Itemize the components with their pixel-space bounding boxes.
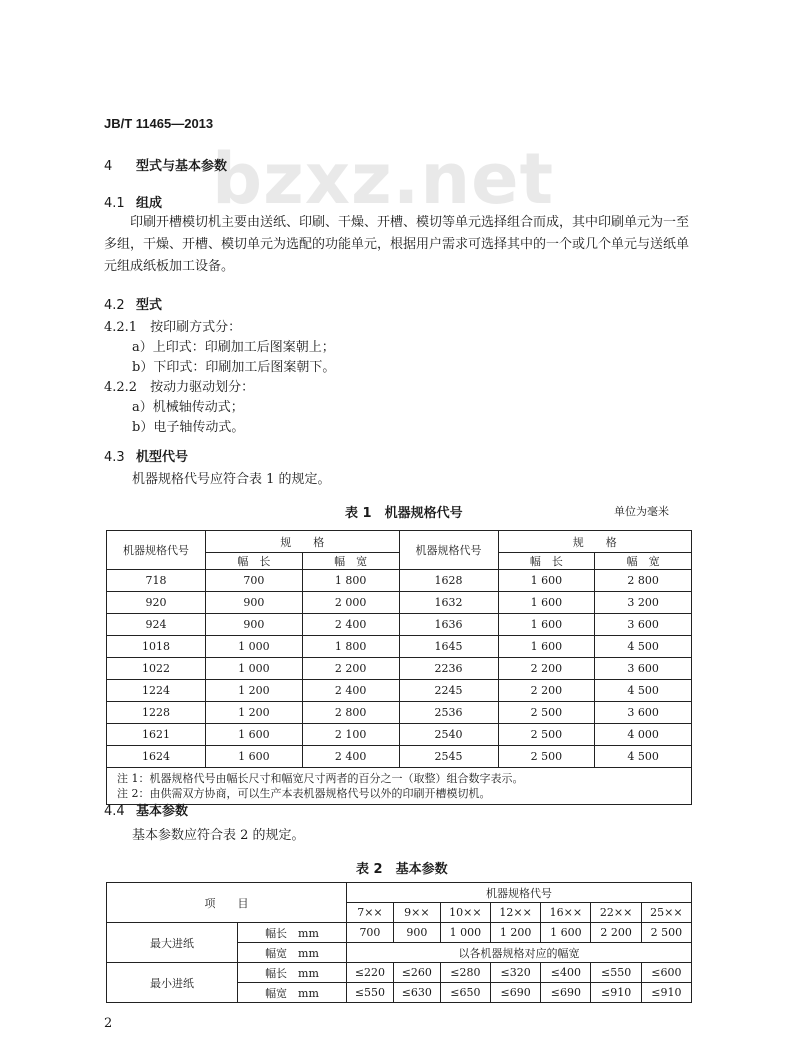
table-cell: ≤550 — [347, 983, 394, 1003]
table-cell: ≤910 — [591, 983, 641, 1003]
code-header-cell: 12×× — [491, 903, 541, 923]
note-2: 注 2：由供需双方协商，可以生产本表机器规格代号以外的印刷开槽模切机。 — [117, 787, 491, 800]
table-row — [107, 746, 692, 768]
length-label: 幅长 mm — [238, 923, 347, 943]
table-cell: 2 400 — [302, 680, 399, 702]
table-cell: 1 200 — [491, 923, 541, 943]
table-cell: ≤600 — [641, 963, 691, 983]
width-label: 幅宽 mm — [238, 983, 347, 1003]
table-cell: 1 800 — [302, 570, 399, 592]
header-code: 机器规格代号 — [399, 531, 498, 570]
composition-paragraph: 印刷开槽模切机主要由送纸、印刷、干燥、开槽、模切等单元选择组合而成，其中印刷单元为一至多组，干燥、开槽、模切单元为选配的功能单元，根据用户需求可选择其中的一个或几个单元与送纸单元组成纸板加工设备。 — [104, 215, 690, 274]
table-cell: 1 600 — [206, 746, 303, 768]
table-cell: 4 000 — [595, 724, 692, 746]
table-row — [107, 702, 692, 724]
table-cell: 2 800 — [302, 702, 399, 724]
table-cell: ≤550 — [591, 963, 641, 983]
table-row — [107, 592, 692, 614]
table-row — [107, 724, 692, 746]
table-cell: 2 000 — [302, 592, 399, 614]
table-cell: 718 — [107, 570, 206, 592]
table-cell: 1621 — [107, 724, 206, 746]
section-number: 4.4 — [104, 804, 125, 819]
table-cell: 2 400 — [302, 614, 399, 636]
section-title: 基本参数 — [136, 804, 189, 819]
table-cell: 2 200 — [498, 658, 595, 680]
table-cell: 2 400 — [302, 746, 399, 768]
clause-4-2-1: 4.2.1 按印刷方式分： — [104, 320, 242, 335]
table-row — [107, 680, 692, 702]
header-width: 幅 宽 — [302, 553, 399, 570]
table-row — [107, 658, 692, 680]
code-header-cell: 16×× — [541, 903, 591, 923]
table-cell: 2536 — [399, 702, 498, 724]
table-cell: ≤630 — [393, 983, 440, 1003]
table-row — [107, 636, 692, 658]
table-1-notes — [107, 768, 692, 805]
table-cell: 700 — [347, 923, 394, 943]
table-cell: 1 600 — [498, 636, 595, 658]
section-title: 组成 — [136, 196, 163, 211]
table-cell: 1228 — [107, 702, 206, 724]
max-width-note: 以各机器规格对应的幅宽 — [347, 943, 692, 963]
table-cell: 1624 — [107, 746, 206, 768]
section-title: 机型代号 — [136, 450, 189, 465]
table-row — [107, 614, 692, 636]
table-cell: 2 500 — [641, 923, 691, 943]
page-number: 2 — [104, 1016, 113, 1031]
table-cell: ≤690 — [541, 983, 591, 1003]
list-item: a）上印式：印刷加工后图案朝上； — [132, 340, 335, 355]
table-cell: 1 200 — [206, 680, 303, 702]
table-cell: ≤910 — [641, 983, 691, 1003]
table-cell: 1 600 — [498, 570, 595, 592]
table-cell: 1 200 — [206, 702, 303, 724]
table-cell: 924 — [107, 614, 206, 636]
table-cell: 2 500 — [498, 702, 595, 724]
table-1-spec-codes — [106, 530, 692, 805]
table-cell: 1645 — [399, 636, 498, 658]
section-number: 4.3 — [104, 450, 125, 465]
table-cell: 2 200 — [498, 680, 595, 702]
table-cell: 3 600 — [595, 702, 692, 724]
table-cell: 2236 — [399, 658, 498, 680]
note-1: 注 1：机器规格代号由幅长尺寸和幅宽尺寸两者的百分之一（取整）组合数字表示。 — [117, 772, 524, 785]
table-cell: 1632 — [399, 592, 498, 614]
table-cell: 1224 — [107, 680, 206, 702]
code-header-cell: 25×× — [641, 903, 691, 923]
header-code: 机器规格代号 — [347, 883, 692, 903]
length-label: 幅长 mm — [238, 963, 347, 983]
section-4-2-heading — [104, 294, 162, 313]
table-cell: ≤650 — [440, 983, 490, 1003]
table-1-unit: 单位为毫米 — [614, 505, 669, 518]
table-cell: ≤220 — [347, 963, 394, 983]
section-number: 4.1 — [104, 196, 125, 211]
header-width: 幅 宽 — [595, 553, 692, 570]
table-cell: 1 600 — [206, 724, 303, 746]
standard-code: JB/T 11465—2013 — [104, 116, 214, 131]
table-cell: 1 600 — [541, 923, 591, 943]
header-spec: 规 格 — [206, 531, 400, 553]
header-length: 幅 长 — [206, 553, 303, 570]
table-cell: 900 — [206, 614, 303, 636]
table-cell: 1628 — [399, 570, 498, 592]
min-feed-label: 最小进纸 — [107, 963, 238, 1003]
table-cell: 700 — [206, 570, 303, 592]
watermark: bzxz.net — [212, 138, 555, 220]
max-feed-label: 最大进纸 — [107, 923, 238, 963]
table-cell: 4 500 — [595, 746, 692, 768]
list-item: b）下印式：印刷加工后图案朝下。 — [132, 360, 336, 375]
table-cell: 900 — [393, 923, 440, 943]
clause-4-2-2: 4.2.2 按动力驱动划分： — [104, 380, 255, 395]
table-cell: ≤400 — [541, 963, 591, 983]
table-cell: 1 600 — [498, 592, 595, 614]
list-item: b）电子轴传动式。 — [132, 420, 245, 435]
section-title: 型式与基本参数 — [136, 159, 228, 174]
table-cell: 2 200 — [302, 658, 399, 680]
table-cell: ≤320 — [491, 963, 541, 983]
section-4-4-text: 基本参数应符合表 2 的规定。 — [132, 828, 305, 843]
table-cell: 1 000 — [206, 658, 303, 680]
table-cell: 3 600 — [595, 614, 692, 636]
table-cell: ≤690 — [491, 983, 541, 1003]
table-cell: 1 600 — [498, 614, 595, 636]
table-cell: 2 800 — [595, 570, 692, 592]
section-4-3-text: 机器规格代号应符合表 1 的规定。 — [132, 472, 331, 487]
table-cell: 2545 — [399, 746, 498, 768]
section-4-1-heading — [104, 192, 162, 211]
table-cell: ≤260 — [393, 963, 440, 983]
section-4-4-heading — [104, 800, 188, 819]
table-cell: 920 — [107, 592, 206, 614]
table-cell: 2 100 — [302, 724, 399, 746]
table-row — [107, 570, 692, 592]
header-item: 项 目 — [107, 883, 347, 923]
table-cell: 3 200 — [595, 592, 692, 614]
section-4-3-heading — [104, 446, 188, 465]
section-title: 型式 — [136, 298, 163, 313]
header-code: 机器规格代号 — [107, 531, 206, 570]
table-cell: 1636 — [399, 614, 498, 636]
list-item: a）机械轴传动式； — [132, 400, 244, 415]
table-cell: 1022 — [107, 658, 206, 680]
header-spec: 规 格 — [498, 531, 692, 553]
table-cell: 900 — [206, 592, 303, 614]
table-cell: 2 500 — [498, 724, 595, 746]
table-1-title: 表 1 机器规格代号 — [345, 506, 463, 521]
section-4-heading — [104, 155, 227, 174]
table-cell: 2245 — [399, 680, 498, 702]
table-cell: 1 800 — [302, 636, 399, 658]
width-label: 幅宽 mm — [238, 943, 347, 963]
table-cell: 3 600 — [595, 658, 692, 680]
table-cell: 1 000 — [206, 636, 303, 658]
table-cell: 2540 — [399, 724, 498, 746]
table-cell: 4 500 — [595, 680, 692, 702]
section-number: 4.2 — [104, 298, 125, 313]
code-header-cell: 22×× — [591, 903, 641, 923]
table-2-basic-params — [106, 882, 692, 1003]
table-cell: 1 000 — [440, 923, 490, 943]
table-cell: 4 500 — [595, 636, 692, 658]
code-header-cell: 7×× — [347, 903, 394, 923]
code-header-cell: 9×× — [393, 903, 440, 923]
table-cell: 1018 — [107, 636, 206, 658]
code-header-cell: 10×× — [440, 903, 490, 923]
table-2-title: 表 2 基本参数 — [356, 862, 448, 877]
header-length: 幅 长 — [498, 553, 595, 570]
section-number: 4 — [104, 159, 113, 174]
table-cell: 2 500 — [498, 746, 595, 768]
table-cell: ≤280 — [440, 963, 490, 983]
table-cell: 2 200 — [591, 923, 641, 943]
